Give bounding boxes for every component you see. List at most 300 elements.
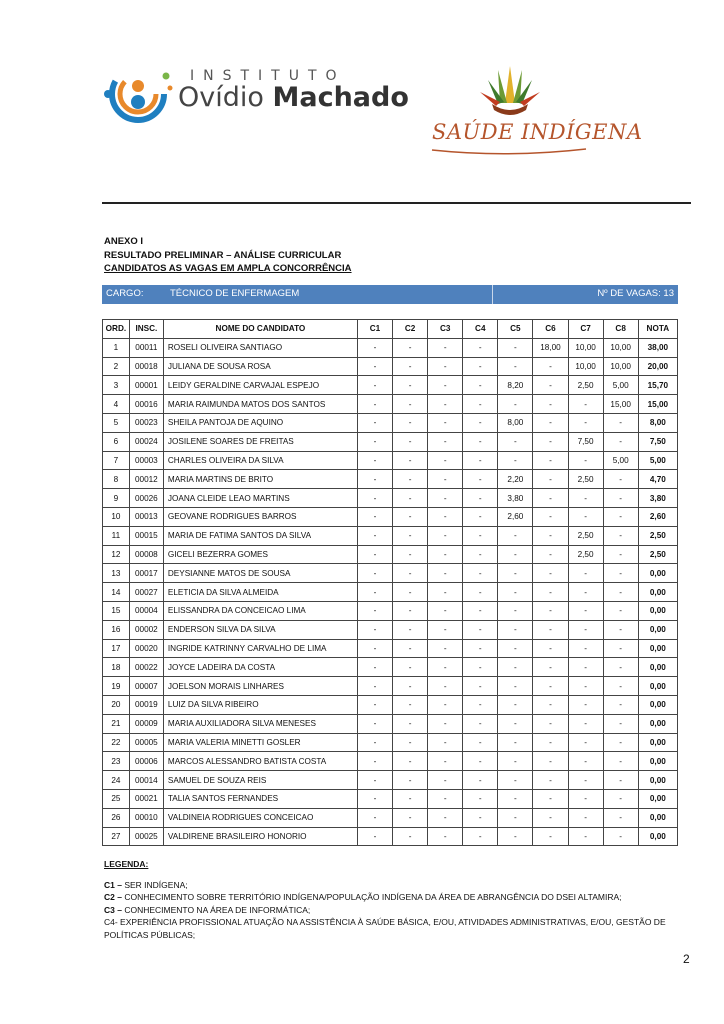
annex-heading [104,235,352,276]
table-cell: - [568,827,603,846]
io-logo-main-text: Ovídio Machado [178,82,409,113]
feather-headdress-icon [428,58,593,120]
table-row [103,808,678,827]
candidate-name-cell: JOANA CLEIDE LEAO MARTINS [163,489,357,508]
legend-title: LEGENDA: [104,859,149,869]
table-cell: - [357,338,392,357]
table-cell: - [357,677,392,696]
table-cell: 21 [103,714,130,733]
table-cell: - [603,432,638,451]
table-cell: - [428,395,463,414]
table-cell: - [533,583,568,602]
table-cell: - [498,827,533,846]
nota-cell: 4,70 [638,470,677,489]
candidate-name-cell: INGRIDE KATRINNY CARVALHO DE LIMA [163,639,357,658]
table-cell: - [533,413,568,432]
table-cell: - [393,695,428,714]
table-cell: - [568,658,603,677]
table-row [103,489,678,508]
table-cell: - [568,564,603,583]
table-cell: - [393,545,428,564]
results-table [102,319,678,846]
table-cell: - [393,827,428,846]
table-cell: - [568,395,603,414]
table-cell: 2,20 [498,470,533,489]
table-cell: - [428,470,463,489]
candidate-name-cell: SAMUEL DE SOUZA REIS [163,771,357,790]
table-cell: - [393,338,428,357]
table-cell: - [463,451,498,470]
table-cell: - [568,507,603,526]
table-cell: 3 [103,376,130,395]
table-cell: - [568,733,603,752]
table-row [103,338,678,357]
table-cell: 24 [103,771,130,790]
table-cell: - [463,639,498,658]
table-cell: - [357,658,392,677]
column-header: INSC. [129,320,163,339]
table-cell: - [393,564,428,583]
nota-cell: 0,00 [638,771,677,790]
table-cell: - [498,357,533,376]
table-cell: - [498,658,533,677]
table-cell: - [603,677,638,696]
table-cell: - [533,658,568,677]
table-cell: 27 [103,827,130,846]
table-cell: - [533,620,568,639]
table-cell: - [428,545,463,564]
table-row [103,564,678,583]
table-cell: - [533,714,568,733]
table-cell: 2,60 [498,507,533,526]
table-cell: - [498,526,533,545]
legend [104,858,694,941]
table-row [103,789,678,808]
table-row [103,695,678,714]
nota-cell: 15,00 [638,395,677,414]
table-cell: - [393,639,428,658]
nota-cell: 0,00 [638,601,677,620]
table-cell: - [463,771,498,790]
table-cell: - [428,357,463,376]
table-cell: - [498,714,533,733]
table-cell: - [498,564,533,583]
table-cell: - [603,601,638,620]
io-logo-top-text: INSTITUTO [190,68,346,84]
legend-item-c4: C4- EXPERIÊNCIA PROFISSIONAL ATUAÇÃO NA ASSISTÊNCIA À SAÚDE BÁSICA, E/OU, ATIVIDADES ADMINISTRATIVAS, E/OU, GESTÃO DE POLÍTICAS PÚBLICAS; [104,917,666,940]
table-cell: - [533,601,568,620]
table-cell: - [568,601,603,620]
table-cell: - [603,583,638,602]
table-cell: 00018 [129,357,163,376]
table-cell: - [568,808,603,827]
table-cell: 8,20 [498,376,533,395]
table-cell: - [393,601,428,620]
nota-cell: 7,50 [638,432,677,451]
candidate-name-cell: MARIA VALERIA MINETTI GOSLER [163,733,357,752]
table-cell: - [357,507,392,526]
table-cell: - [568,771,603,790]
column-header: C6 [533,320,568,339]
table-cell: - [603,470,638,489]
table-cell: - [533,489,568,508]
table-cell: - [428,489,463,508]
table-cell: - [428,338,463,357]
table-cell: 16 [103,620,130,639]
table-cell: 00001 [129,376,163,395]
table-cell: - [357,357,392,376]
table-cell: 2 [103,357,130,376]
candidate-name-cell: SHEILA PANTOJA DE AQUINO [163,413,357,432]
table-cell: - [463,395,498,414]
table-cell: - [357,695,392,714]
nota-cell: 0,00 [638,695,677,714]
table-cell: - [428,451,463,470]
table-cell: - [533,639,568,658]
candidate-name-cell: JULIANA DE SOUSA ROSA [163,357,357,376]
candidate-name-cell: MARIA AUXILIADORA SILVA MENESES [163,714,357,733]
table-cell: - [533,827,568,846]
table-cell: - [463,733,498,752]
table-row [103,395,678,414]
table-cell: - [568,677,603,696]
table-cell: - [393,677,428,696]
cargo-label: CARGO: [106,288,144,299]
candidate-name-cell: ENDERSON SILVA DA SILVA [163,620,357,639]
table-cell: - [357,639,392,658]
table-cell: - [393,470,428,489]
table-cell: - [498,432,533,451]
nota-cell: 20,00 [638,357,677,376]
nota-cell: 5,00 [638,451,677,470]
column-header: NOTA [638,320,677,339]
table-cell: - [357,413,392,432]
table-cell: 10 [103,507,130,526]
candidate-name-cell: JOYCE LADEIRA DA COSTA [163,658,357,677]
table-cell: - [463,620,498,639]
candidate-name-cell: JOELSON MORAIS LINHARES [163,677,357,696]
table-cell: - [357,395,392,414]
table-cell: - [603,752,638,771]
nota-cell: 0,00 [638,714,677,733]
candidate-name-cell: VALDINEIA RODRIGUES CONCEICAO [163,808,357,827]
table-cell: - [498,677,533,696]
table-cell: - [428,601,463,620]
table-cell: - [533,564,568,583]
table-cell: - [533,545,568,564]
table-cell: 00026 [129,489,163,508]
saude-indigena-text: SAÚDE INDÍGENA [432,120,643,144]
column-header: C1 [357,320,392,339]
table-cell: - [533,395,568,414]
table-cell: - [498,583,533,602]
table-cell: - [533,432,568,451]
table-cell: - [463,695,498,714]
candidate-name-cell: MARCOS ALESSANDRO BATISTA COSTA [163,752,357,771]
table-row [103,432,678,451]
table-cell: 10,00 [568,338,603,357]
table-cell: - [357,733,392,752]
table-header-row [103,320,678,339]
table-row [103,714,678,733]
table-cell: - [463,376,498,395]
table-cell: - [498,451,533,470]
table-cell: - [357,564,392,583]
table-cell: - [568,451,603,470]
cargo-separator [492,285,493,304]
table-row [103,376,678,395]
table-cell: - [463,601,498,620]
header-divider [102,202,691,204]
table-cell: - [463,507,498,526]
table-cell: 5,00 [603,451,638,470]
table-body [103,338,678,846]
table-cell: - [428,376,463,395]
table-cell: - [498,695,533,714]
table-cell: - [357,451,392,470]
table-cell: - [428,658,463,677]
table-cell: - [393,507,428,526]
candidate-name-cell: ELISSANDRA DA CONCEICAO LIMA [163,601,357,620]
table-cell: 10,00 [568,357,603,376]
table-cell: - [568,714,603,733]
table-cell: - [428,526,463,545]
table-row [103,733,678,752]
table-cell: 8 [103,470,130,489]
nota-cell: 0,00 [638,564,677,583]
candidate-name-cell: VALDIRENE BRASILEIRO HONORIO [163,827,357,846]
table-cell: - [428,771,463,790]
table-cell: - [603,658,638,677]
table-cell: - [357,376,392,395]
table-cell: - [428,733,463,752]
table-cell: 00019 [129,695,163,714]
table-cell: - [603,714,638,733]
si-underline-icon [428,146,593,158]
cargo-bar [102,285,678,304]
table-cell: - [498,620,533,639]
nota-cell: 2,50 [638,545,677,564]
table-row [103,526,678,545]
table-cell: 00002 [129,620,163,639]
table-cell: 7,50 [568,432,603,451]
table-cell: - [603,545,638,564]
table-cell: - [428,827,463,846]
table-cell: - [568,489,603,508]
column-header: ORD. [103,320,130,339]
table-cell: 00027 [129,583,163,602]
table-cell: - [603,771,638,790]
table-cell: - [498,789,533,808]
nota-cell: 0,00 [638,639,677,658]
table-cell: 18 [103,658,130,677]
table-cell: - [568,583,603,602]
table-row [103,771,678,790]
table-cell: - [603,827,638,846]
table-cell: - [463,583,498,602]
table-cell: - [357,470,392,489]
column-header: C7 [568,320,603,339]
table-cell: - [498,752,533,771]
table-cell: - [393,413,428,432]
annex-subtitle: RESULTADO PRELIMINAR – ANÁLISE CURRICULAR [104,249,342,261]
table-cell: - [498,395,533,414]
table-cell: 00025 [129,827,163,846]
table-cell: 3,80 [498,489,533,508]
table-cell: 2,50 [568,376,603,395]
table-cell: - [463,432,498,451]
vagas-count: Nº DE VAGAS: 13 [597,288,674,299]
nota-cell: 0,00 [638,789,677,808]
table-cell: - [463,808,498,827]
nota-cell: 2,50 [638,526,677,545]
table-cell: 12 [103,545,130,564]
table-cell: - [463,714,498,733]
table-cell: 00021 [129,789,163,808]
table-row [103,413,678,432]
table-cell: - [498,545,533,564]
table-cell: 17 [103,639,130,658]
table-cell: - [357,601,392,620]
table-cell: - [463,789,498,808]
table-cell: - [463,677,498,696]
legend-item-c2: C2 – CONHECIMENTO SOBRE TERRITÓRIO INDÍGENA/POPULAÇÃO INDÍGENA DA ÁREA DE ABRANGÊNCIA DO DSEI ALTAMIRA; [104,892,622,902]
table-cell: - [357,752,392,771]
table-cell: - [568,639,603,658]
column-header: C4 [463,320,498,339]
table-cell: 00005 [129,733,163,752]
table-row [103,827,678,846]
table-cell: - [357,489,392,508]
table-cell: - [463,470,498,489]
nota-cell: 0,00 [638,827,677,846]
table-cell: - [428,677,463,696]
candidate-name-cell: ROSELI OLIVEIRA SANTIAGO [163,338,357,357]
column-header: C8 [603,320,638,339]
table-cell: - [393,714,428,733]
table-cell: 00022 [129,658,163,677]
candidate-name-cell: LUIZ DA SILVA RIBEIRO [163,695,357,714]
column-header: C3 [428,320,463,339]
table-cell: 00003 [129,451,163,470]
table-cell: - [357,583,392,602]
table-cell: 23 [103,752,130,771]
table-cell: 00024 [129,432,163,451]
table-cell: - [603,413,638,432]
table-cell: - [428,507,463,526]
table-cell: 00010 [129,808,163,827]
table-cell: 00015 [129,526,163,545]
table-cell: - [428,583,463,602]
table-cell: - [568,695,603,714]
instituto-ovidio-machado-logo [100,58,409,128]
table-cell: - [428,413,463,432]
table-cell: - [533,752,568,771]
table-cell: - [603,733,638,752]
table-cell: - [498,808,533,827]
table-cell: 26 [103,808,130,827]
table-cell: - [533,357,568,376]
table-cell: - [393,733,428,752]
saude-indigena-logo [428,58,643,158]
table-cell: - [533,808,568,827]
legend-item-c3: C3 – CONHECIMENTO NA ÁREA DE INFORMÁTICA; [104,904,311,915]
table-row [103,658,678,677]
table-cell: - [393,771,428,790]
table-cell: 6 [103,432,130,451]
table-cell: - [533,526,568,545]
table-row [103,620,678,639]
table-cell: 00011 [129,338,163,357]
candidate-name-cell: ELETICIA DA SILVA ALMEIDA [163,583,357,602]
table-cell: 19 [103,677,130,696]
table-cell: - [603,639,638,658]
table-cell: - [603,620,638,639]
table-cell: 00004 [129,601,163,620]
table-cell: - [428,432,463,451]
table-cell: - [393,752,428,771]
nota-cell: 0,00 [638,658,677,677]
table-cell: - [603,789,638,808]
table-cell: - [357,771,392,790]
table-cell: 15 [103,601,130,620]
table-cell: 00009 [129,714,163,733]
table-row [103,601,678,620]
table-cell: - [357,545,392,564]
table-cell: - [428,695,463,714]
annex-candidates-line: CANDIDATOS AS VAGAS EM AMPLA CONCORRÊNCIA [104,263,352,274]
table-cell: 00023 [129,413,163,432]
table-row [103,507,678,526]
candidate-name-cell: DEYSIANNE MATOS DE SOUSA [163,564,357,583]
candidate-name-cell: CHARLES OLIVEIRA DA SILVA [163,451,357,470]
table-row [103,583,678,602]
table-cell: - [393,489,428,508]
nota-cell: 3,80 [638,489,677,508]
table-cell: 00012 [129,470,163,489]
table-cell: - [533,695,568,714]
table-cell: - [428,620,463,639]
nota-cell: 38,00 [638,338,677,357]
table-cell: - [393,526,428,545]
table-cell: 00008 [129,545,163,564]
table-cell: - [533,733,568,752]
table-cell: 4 [103,395,130,414]
candidate-name-cell: GEOVANE RODRIGUES BARROS [163,507,357,526]
table-cell: 18,00 [533,338,568,357]
table-cell: - [463,827,498,846]
table-cell: - [393,395,428,414]
table-cell: - [393,451,428,470]
table-cell: - [463,526,498,545]
table-cell: - [357,714,392,733]
nota-cell: 0,00 [638,752,677,771]
table-cell: - [603,695,638,714]
candidate-name-cell: GICELI BEZERRA GOMES [163,545,357,564]
table-cell: - [463,752,498,771]
table-cell: - [463,357,498,376]
table-cell: - [393,789,428,808]
table-cell: 10,00 [603,357,638,376]
table-cell: 00006 [129,752,163,771]
table-cell: - [533,470,568,489]
table-cell: - [568,752,603,771]
table-cell: 00017 [129,564,163,583]
candidate-name-cell: MARIA RAIMUNDA MATOS DOS SANTOS [163,395,357,414]
nota-cell: 15,70 [638,376,677,395]
nota-cell: 8,00 [638,413,677,432]
table-cell: - [357,808,392,827]
